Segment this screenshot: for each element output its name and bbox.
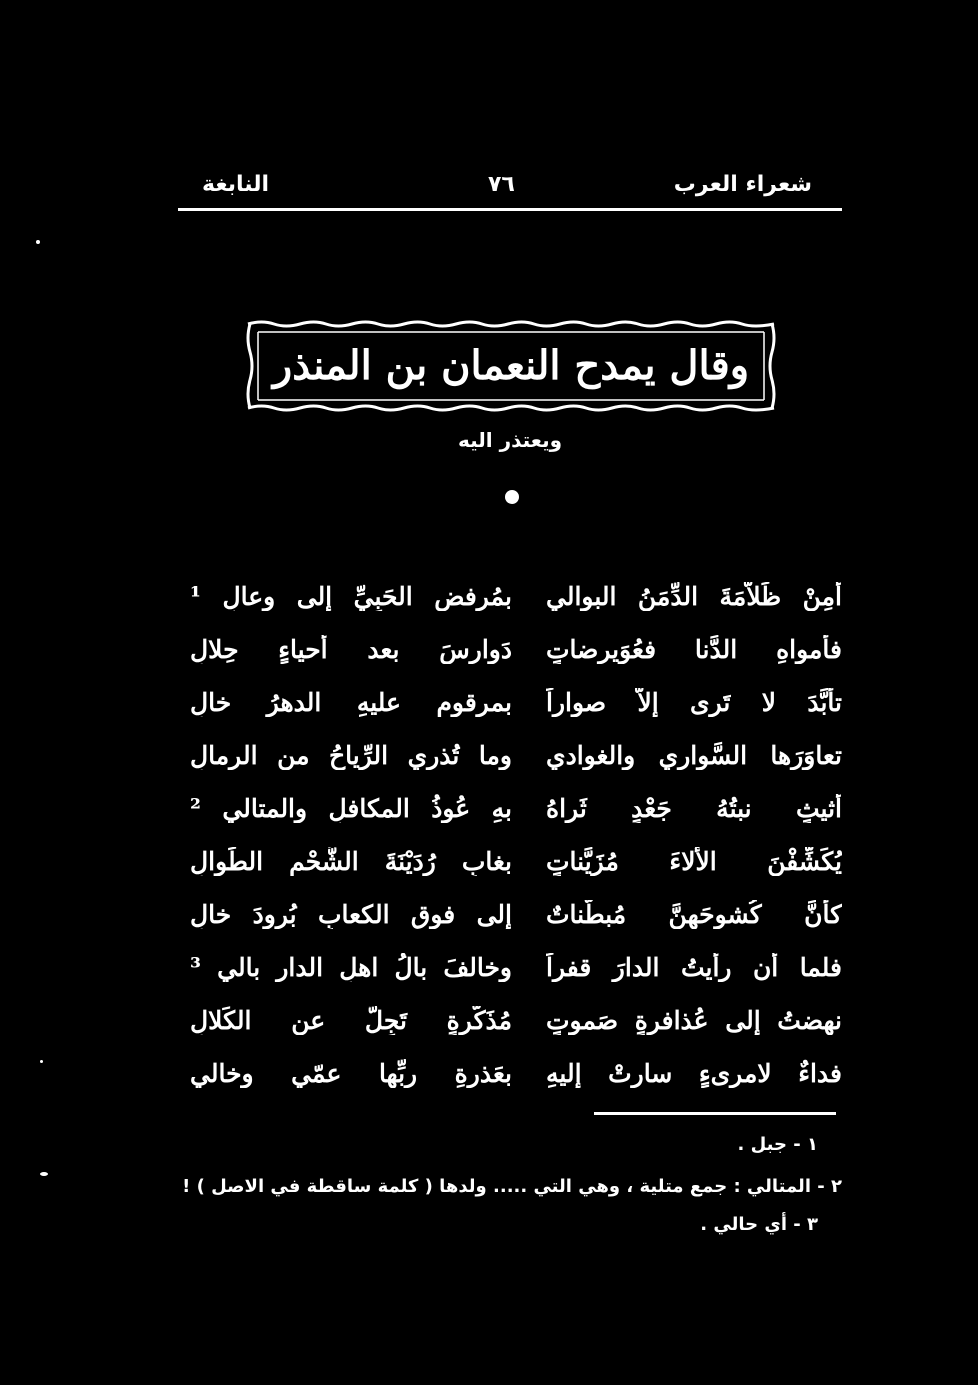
footnote: ٣ - أي حالي . [700,1214,818,1235]
verse-second-hemistich: بمرقومٍ عليهِ الدهرُ خالِ [190,688,512,717]
footnote: ١ - جبل . [737,1134,818,1155]
ornament-dot [505,490,519,504]
verse-second-hemistich: بهِ عُوذُ المكافلِ والمتالي ² [190,794,512,823]
verse-first-hemistich: تعاوَرَها السَّواري والغوادي [546,741,842,770]
page-number: ٧٦ [488,172,515,197]
verse-first-hemistich: تأبَّدَ لا تَرى إلاَّ صواراً [546,688,842,717]
verse-second-hemistich: وخالفَ بالُ اهلِ الدارِ بالي ³ [190,953,512,982]
verse-second-hemistich: بعَذرةِ ربِّها عمّي وخالي [190,1059,512,1088]
poem-subtitle: ويعتذر اليه [457,428,563,452]
footnote-rule [594,1112,836,1115]
verse-row [180,786,842,838]
verse-second-hemistich: مُذَكَّرةٍ تَجِلُّ عن الكَلالِ [190,1006,512,1035]
scan-speck [40,1060,43,1063]
verse-row [180,839,842,891]
verse-row [180,733,842,785]
header-rule [178,208,842,211]
verse-row [180,627,842,679]
scan-speck [40,1172,48,1176]
verse-row [180,892,842,944]
verse-row [180,998,842,1050]
verse-second-hemistich: بمُرفضِ الحَبِيِّ إلى وعالِ ¹ [190,582,512,611]
running-header [178,166,842,206]
verse-second-hemistich: وما تُذري الرِّياحُ من الرمالِ [190,741,512,770]
verse-first-hemistich: أثيثٍ نبتُهُ جَعْدٍ ثَراهُ [546,794,842,823]
verse-first-hemistich: فداءٌ لامرىءٍ سارتْ إليهِ [546,1059,842,1088]
scan-speck [36,240,40,244]
verse-row [180,1051,842,1103]
book-title: شعراء العرب [673,172,812,197]
verse-first-hemistich: يُكَشِّفْنَ الألاءَ مُزَيَّناتٍ [546,847,842,876]
verse-first-hemistich: نهضتُ إلى عُذافرةٍ صَموتٍ [546,1006,842,1035]
verse-first-hemistich: كأنَّ كُشوحَهنَّ مُبطَّناتٌ [546,900,842,929]
poem-title-frame [244,318,778,414]
poem-title: وقال يمدح النعمان بن المنذر [272,342,750,389]
verse-second-hemistich: إلى فوقِ الكعابِ بُرودَ خالِ [190,900,512,929]
footnote: ٢ - المتالي : جمع متلية ، وهي التي ..... ولدها ( كلمة ساقطة في الاصل ) ! [182,1176,842,1197]
verse-row [180,945,842,997]
verse-row [180,574,842,626]
section-title: النابغة [202,172,270,197]
verse-first-hemistich: أمِنْ ظَلاَّمَةَ الدِّمَنُ البوالي [546,582,842,611]
verse-first-hemistich: فلما أن رأيتُ الدارَ قفراً [546,953,842,982]
verse-first-hemistich: فأمواهِ الدَّنا فعُوَيرِضاتٍ [546,635,842,664]
verse-row [180,680,842,732]
verse-second-hemistich: دَوارسَ بعد أحياءٍ حِلالِ [190,635,512,664]
verse-second-hemistich: بغابِ رُدَيْنَةَ الشُّحْمِ الطِّوالِ [190,847,512,876]
